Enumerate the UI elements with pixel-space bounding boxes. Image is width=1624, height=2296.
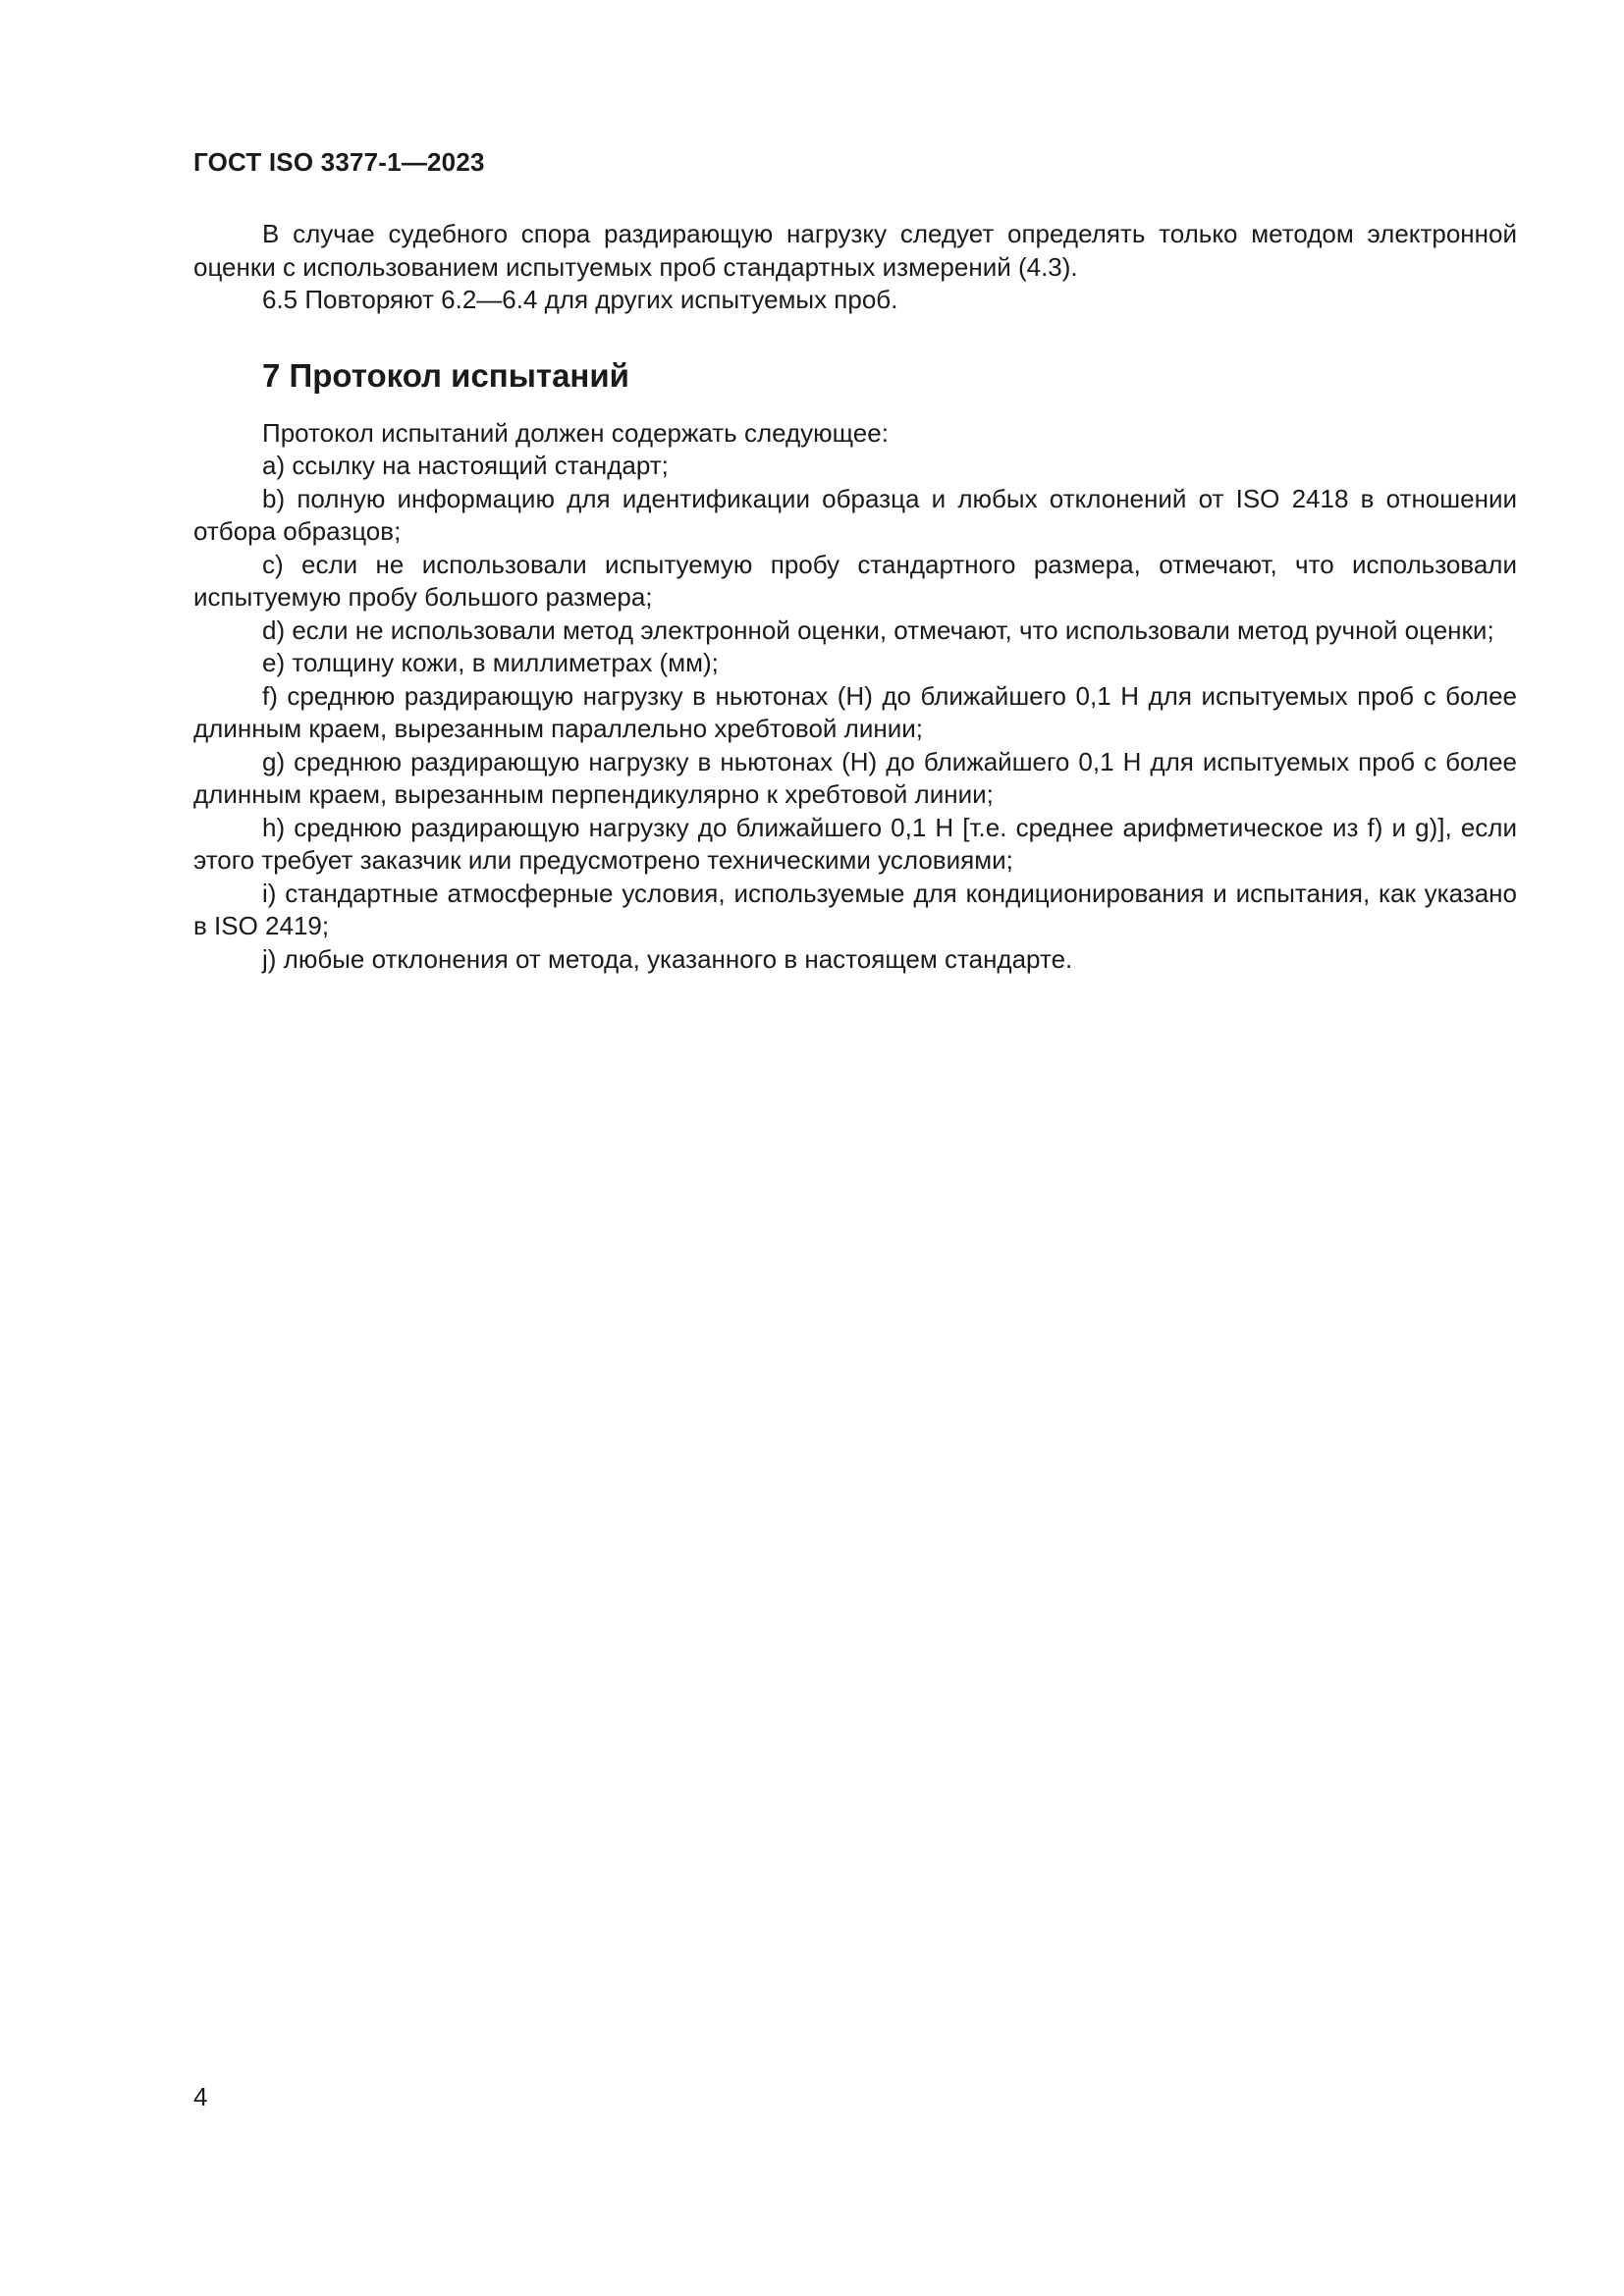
list-item-c: c) если не использовали испытуемую пробу стандартного размера, отмечают, что использовали испытуемую пробу большого размера;	[193, 549, 1517, 612]
list-item-i: i) стандартные атмосферные условия, используемые для кондиционирования и испытания, как указано в ISO 2419;	[193, 878, 1517, 940]
paragraph-dispute: В случае судебного спора раздирающую нагрузку следует определять только методом электронной оценки с использованием испытуемых проб стандартных измерений (4.3).	[193, 219, 1517, 282]
list-item-d: d) если не использовали метод электронной оценки, отмечают, что использовали метод ручной оценки;	[262, 614, 1494, 645]
section-title: 7 Протокол испытаний	[262, 356, 629, 394]
list-item-b: b) полную информацию для идентификации образца и любых отклонений от ISO 2418 в отношении отбора образцов;	[193, 483, 1517, 546]
section-lead: Протокол испытаний должен содержать следующее:	[262, 417, 889, 448]
list-item-h: h) среднюю раздирающую нагрузку до ближайшего 0,1 Н [т.е. среднее арифметическое из f) и g)], если этого требует заказчик или предусмотрено техническими условиями;	[193, 812, 1517, 875]
list-item-e: e) толщину кожи, в миллиметрах (мм);	[262, 648, 719, 677]
list-item-j: j) любые отклонения от метода, указанного в настоящем стандарте.	[262, 943, 1073, 974]
list-item-g: g) среднюю раздирающую нагрузку в ньютонах (Н) до ближайшего 0,1 Н для испытуемых проб с более длинным краем, вырезанным перпендикулярно к хребтовой линии;	[193, 746, 1517, 809]
paragraph-6-5: 6.5 Повторяют 6.2—6.4 для других испытуемых проб.	[262, 285, 898, 314]
page-number: 4	[193, 2082, 208, 2111]
page-content	[193, 218, 1517, 976]
list-item-a: a) ссылку на настоящий стандарт;	[262, 451, 669, 480]
list-item-f: f) среднюю раздирающую нагрузку в ньютонах (Н) до ближайшего 0,1 Н для испытуемых проб с более длинным краем, вырезанным параллельно хребтовой линии;	[193, 680, 1517, 743]
document-header: ГОСТ ISO 3377-1—2023	[193, 147, 485, 177]
